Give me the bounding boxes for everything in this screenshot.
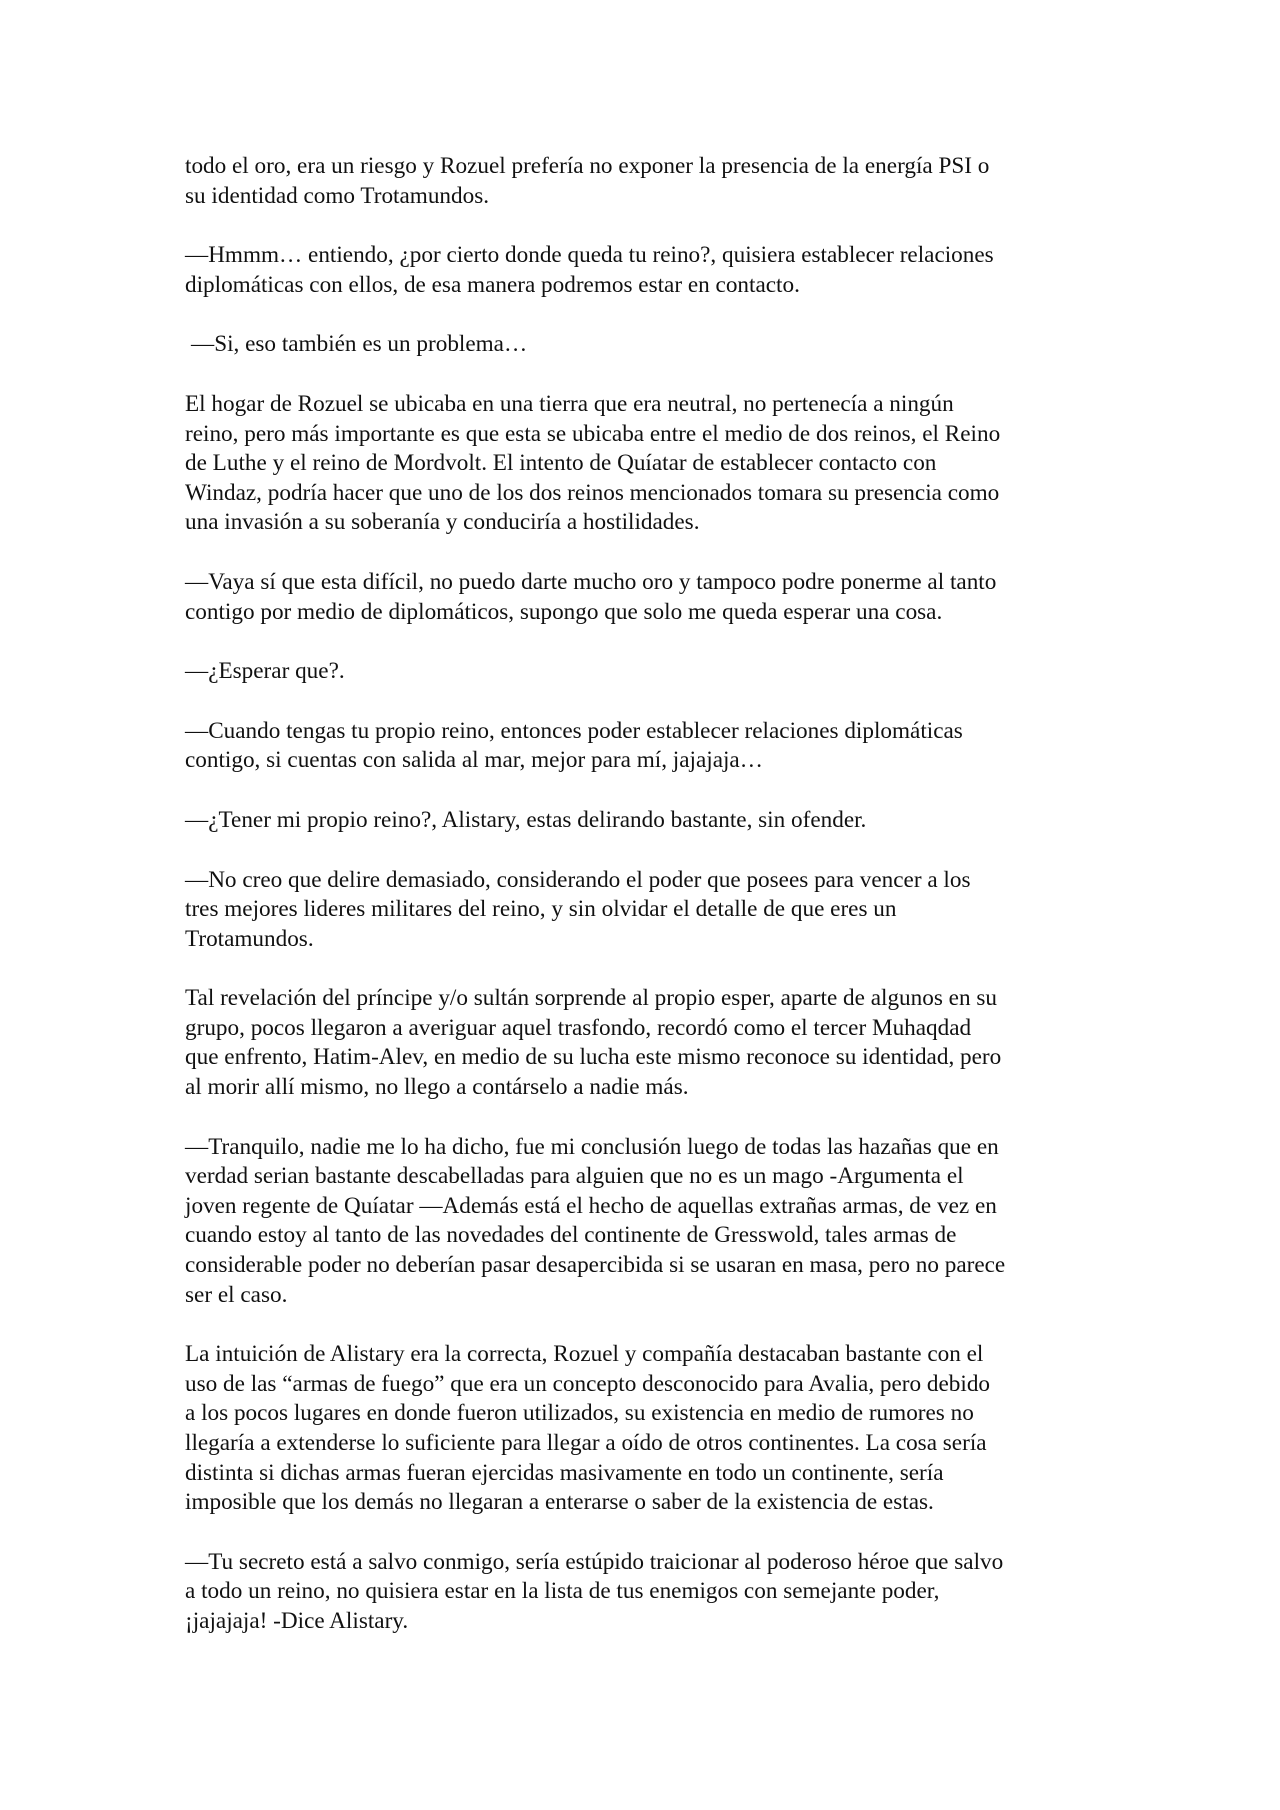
text-line: contigo por medio de diplomáticos, supongo que solo me queda esperar una cosa. — [185, 598, 943, 625]
text-line: distinta si dichas armas fueran ejercidas masivamente en todo un continente, sería — [185, 1459, 944, 1486]
text-line: imposible que los demás no llegaran a enterarse o saber de la existencia de estas. — [185, 1489, 934, 1516]
text-line: —Tranquilo, nadie me lo ha dicho, fue mi conclusión luego de todas las hazañas que en — [185, 1133, 999, 1160]
text-line: diplomáticas con ellos, de esa manera podremos estar en contacto. — [185, 271, 800, 298]
text-line: su identidad como Trotamundos. — [185, 182, 490, 209]
text-line: Tal revelación del príncipe y/o sultán sorprende al propio esper, aparte de algunos en su — [185, 985, 997, 1012]
text-line: ser el caso. — [185, 1281, 288, 1308]
text-line: cuando estoy al tanto de las novedades del continente de Gresswold, tales armas de — [185, 1222, 957, 1249]
text-line: uso de las “armas de fuego” que era un concepto desconocido para Avalia, pero debido — [185, 1370, 991, 1397]
text-line: ¡jajajaja! -Dice Alistary. — [185, 1607, 409, 1634]
text-line: Windaz, podría hacer que uno de los dos reinos mencionados tomara su presencia como — [185, 479, 1000, 506]
paragraph — [185, 1340, 1110, 1518]
paragraph — [185, 1548, 1110, 1637]
text-line: —Vaya sí que esta difícil, no puedo darte mucho oro y tampoco podre ponerme al tanto — [185, 568, 997, 595]
text-line: —¿Tener mi propio reino?, Alistary, estas delirando bastante, sin ofender. — [185, 806, 867, 833]
paragraph — [185, 1133, 1110, 1311]
paragraph — [185, 241, 1110, 300]
document-body — [185, 152, 1110, 1667]
text-line: a los pocos lugares en donde fueron utilizados, su existencia en medio de rumores no — [185, 1400, 974, 1427]
paragraph — [185, 984, 1110, 1102]
text-line: grupo, pocos llegaron a averiguar aquel trasfondo, recordó como el tercer Muhaqdad — [185, 1014, 972, 1041]
paragraph — [185, 866, 1110, 955]
text-line: llegaría a extenderse lo suficiente para llegar a oído de otros continentes. La cosa sería — [185, 1430, 987, 1456]
text-line: —No creo que delire demasiado, considerando el poder que posees para vencer a los — [185, 866, 971, 893]
text-line: contigo, si cuentas con salida al mar, mejor para mí, jajajaja… — [185, 747, 763, 774]
text-line: —Cuando tengas tu propio reino, entonces poder establecer relaciones diplomáticas — [185, 717, 963, 744]
text-line: joven regente de Quíatar —Además está el hecho de aquellas extrañas armas, de vez en — [185, 1192, 997, 1219]
text-line: que enfrento, Hatim-Alev, en medio de su lucha este mismo reconoce su identidad, pero — [185, 1044, 1002, 1071]
text-line: considerable poder no deberían pasar desapercibida si se usaran en masa, pero no parece — [185, 1252, 1006, 1279]
text-line: —¿Esperar que?. — [185, 658, 345, 685]
text-line: Trotamundos. — [185, 925, 314, 952]
paragraph — [185, 657, 1110, 687]
text-line: —Hmmm… entiendo, ¿por cierto donde queda tu reino?, quisiera establecer relaciones — [185, 242, 994, 269]
text-line: a todo un reino, no quisiera estar en la lista de tus enemigos con semejante poder, — [185, 1578, 940, 1605]
text-line: todo el oro, era un riesgo y Rozuel prefería no exponer la presencia de la energía PSI o — [185, 153, 990, 179]
paragraph — [185, 390, 1110, 538]
text-line: reino, pero más importante es que esta se ubicaba entre el medio de dos reinos, el Reino — [185, 420, 1001, 447]
paragraph — [185, 717, 1110, 776]
text-line: una invasión a su soberanía y conduciría a hostilidades. — [185, 509, 700, 536]
text-line: de Luthe y el reino de Mordvolt. El intento de Quíatar de establecer contacto con — [185, 450, 937, 477]
text-line: al morir allí mismo, no llego a contárselo a nadie más. — [185, 1074, 689, 1101]
text-line: El hogar de Rozuel se ubicaba en una tierra que era neutral, no pertenecía a ningún — [185, 390, 954, 417]
text-line: tres mejores lideres militares del reino, y sin olvidar el detalle de que eres un — [185, 896, 897, 923]
paragraph — [185, 330, 1110, 360]
text-line: —Si, eso también es un problema… — [191, 331, 528, 358]
paragraph — [185, 806, 1110, 836]
text-line: verdad serian bastante descabelladas para alguien que no es un mago -Argumenta el — [185, 1163, 964, 1190]
text-line: La intuición de Alistary era la correcta, Rozuel y compañía destacaban bastante con el — [185, 1341, 984, 1368]
paragraph — [185, 152, 1110, 211]
paragraph — [185, 568, 1110, 627]
text-line: —Tu secreto está a salvo conmigo, sería estúpido traicionar al poderoso héroe que salvo — [185, 1548, 1004, 1575]
